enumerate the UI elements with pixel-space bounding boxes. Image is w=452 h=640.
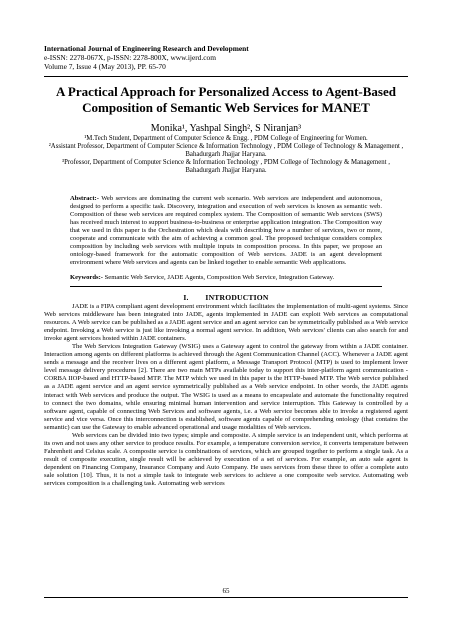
author-names: Monika¹, Yashpal Singh², S Niranjan³ [150,123,302,134]
keywords-divider [70,286,382,287]
keywords [70,274,382,282]
journal-volume: Volume 7, Issue 4 (May 2013), PP. 65-70 [44,62,166,71]
abstract [70,195,382,267]
journal-header [44,44,408,71]
keywords-text: Semantic Web Service, JADE Agents, Composition Web Service, Integration Gateway. [102,274,335,281]
header-divider [44,76,408,77]
section-heading: I. INTRODUCTION [183,293,269,302]
paragraph: The Web Services Integration Gateway (WSIG) uses a Gateway agent to control the gateway from within a JADE container. Interaction among agents on different platforms is achieved through the Agent Communication Channel (ACC). Whenever a JADE agent sends a message and the receiver lives on a different agent platform, a Message Transport Protocol (MTP) is used to implement lower level message delivery procedures [2]. There are two main MTPs available today to support this inter-platform agent communication - CORBA IIOP-based and HTTP-based MTP. The MTP which we used in this paper is the HTTP-based MTP. The Web service published as a JADE agent service and an agent service symmetrically published as a Web service endpoint. In other words, the JADE agents interact with Web services and produce the output. The WSIG is used as a means to encapsulate and automate the functionality required to connect the two domains, while ensuring minimal human intervention and service interruption. This Gateway is controlled by a software agent, capable of connecting Web Services and software agents, i.e. a Web service becomes able to invoke a registered agent service and vice versa. Once this interconnection is established, software agents capable of comprehending ontology (that contains the semantic) can use the Gateway to enable advanced operational and usage modalities of Web services. [44,343,408,431]
footer-divider [44,597,408,598]
page-number: 65 [222,587,230,595]
author-block [44,122,408,175]
body-text [44,303,408,488]
abstract-text: Web services are dominating the current web scenario. Web services are independent and autonomous, designed to perform a specific task. Discovery, integration and execution of web services is known as semantic web. Composition of these web services are required complex system. The Composition of semantic Web services (SWS) has received much interest to support business-to-business or enterprise application integration. The Composition way that we used in this paper is the Orchestration which deals with describing how a number of services, two or more, cooperate and communicate with the aim of achieving a common goal. The proposed technique considers complex composition by including web services with multiple inputs in composition process. In this paper, we propose an ontology-based framework for the automatic composition of Web services. JADE is an agent development environment where Web services and agents can be linked together to enable semantic Web applications. [70,195,382,267]
affiliation-2: ²Assistant Professor, Department of Computer Science & Information Technology , PDM College of Technology & Management , Bahadurgarh Jhajjar Haryana. [48,143,404,159]
abstract-label: Abstract:- [70,195,99,202]
journal-issn: e-ISSN: 2278-067X, p-ISSN: 2278-800X, www.ijerd.com [44,53,216,62]
paper-title: A Practical Approach for Personalized Access to Agent-Based Composition of Semantic Web Services for MANET [55,84,396,115]
affiliation-1: ¹M.Tech Student, Department of Computer Science & Engg. , PDM College of Engineering for Women. [84,135,368,142]
affiliation-3: ³Professor, Department of Computer Science & Information Technology , PDM College of Technology & Management , Bahadurgarh Jhajjar Haryana. [62,159,390,175]
journal-name: International Journal of Engineering Research and Development [44,44,249,53]
keywords-label: Keywords:- [70,274,103,281]
paragraph: JADE is a FIPA compliant agent development environment which facilitates the implementation of multi-agent systems. Since Web services middleware has been integrated into JADE, agents implemented in JADE can exploit Web services as computational resources. A Web service can be published as a JADE agent service and an agent service can be symmetrically published as a Web service endpoint. Invoking a Web service is just like invoking a normal agent service. In addition, Web services' clients can also search for and invoke agent services hosted within JADE containers. [44,303,408,343]
paragraph: Web services can be divided into two types; simple and composite. A simple service is an independent unit, which performs at its own and not uses any other service to produce results. For example, a temperature conversion service, it converts temperature between Fahrenheit and Celsius scale. A composite service is combinations of services, which are grouped together to perform a single task. As a result of composite execution, single result will be achieved by execution of a set of services. For example, an auto sale agent is dependent on Financing Company, Insurance Company and Auto Company. He uses services from these three to offer a complete auto sale solution [10]. Thus, it is not a simple task to integrate web services to achieve a one composite web service. Automating web services composition is a challenging task. Automating web services [44,431,408,488]
